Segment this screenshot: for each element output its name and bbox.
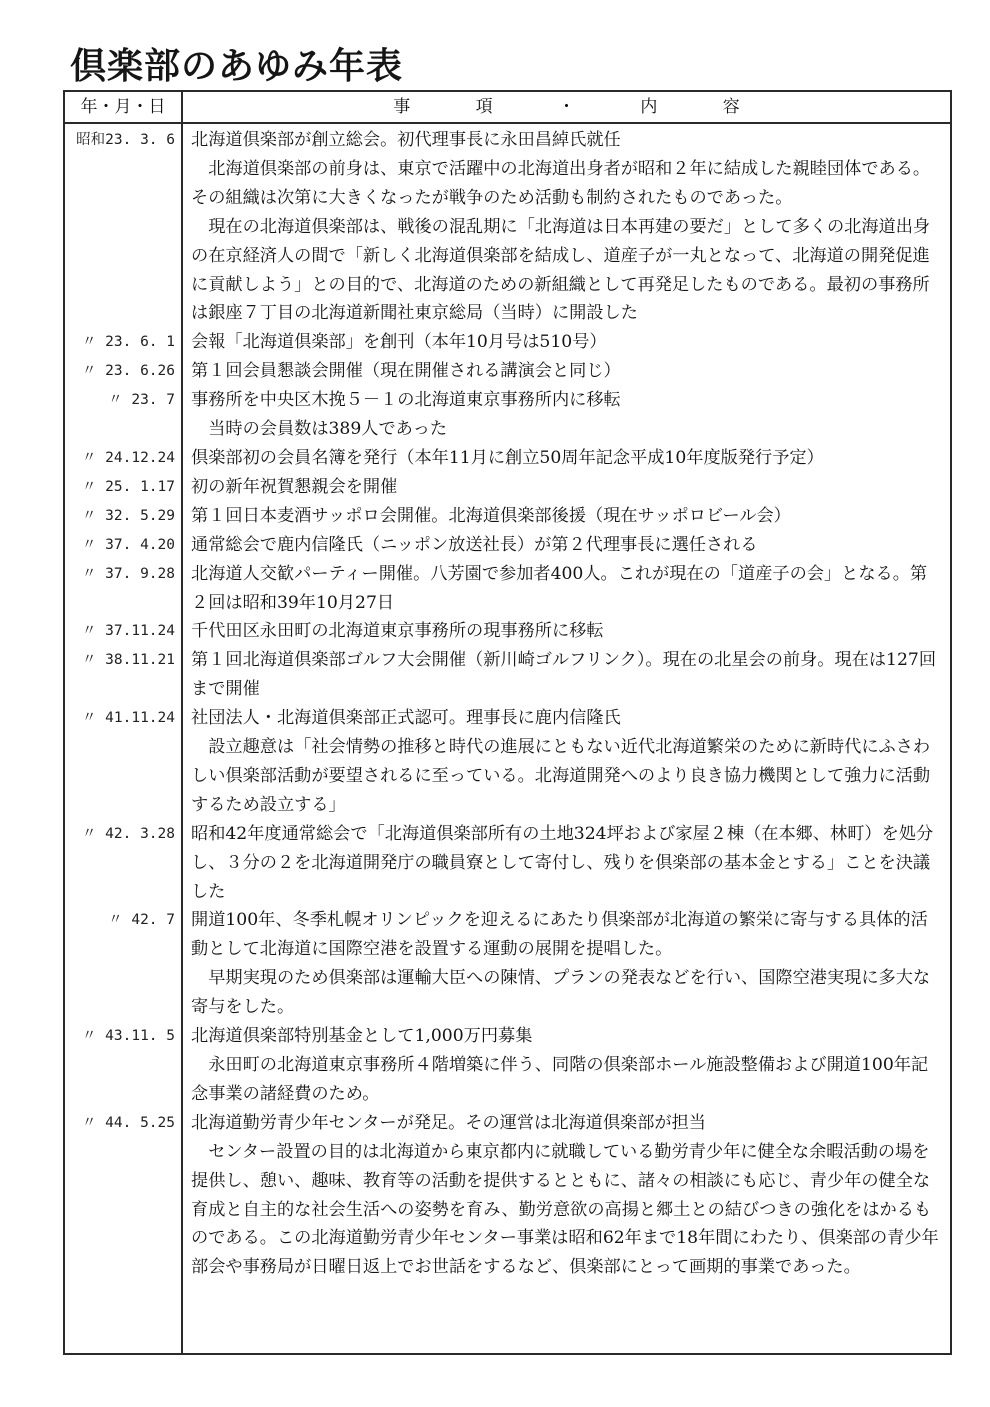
page-title: 倶楽部のあゆみ年表 [70,46,404,87]
entry-paragraph: 設立趣意は「社会情勢の推移と時代の進展にともない近代北海道繁栄のために新時代にふさわしい倶楽部活動が要望されるに至っている。北海道開発へのより良き協力機関として強力に活動するため設立する」 [191,737,931,815]
entry-content [191,328,939,357]
entry-date: 〃 41.11.24 [81,710,175,727]
entry-content [191,820,939,907]
timeline-entry [65,820,950,907]
entry-date: 〃 37. 4.20 [81,536,175,553]
entry-paragraph: 永田町の北海道東京事務所４階増築に伴う、同階の倶楽部ホール施設整備および開道100年記念事業の諸経費のため。 [191,1055,929,1104]
entry-headline: 社団法人・北海道倶楽部正式認可。理事長に鹿内信隆氏 [191,708,621,729]
entry-paragraph: 北海道倶楽部の前身は、東京で活躍中の北海道出身者が昭和２年に結成した親睦団体である。その組織は次第に大きくなったが戦争のため活動も制約されたものであった。 [191,158,931,208]
timeline-entry [65,444,950,473]
entry-date: 〃 43.11. 5 [81,1028,175,1045]
entry-headline: 会報「北海道倶楽部」を創刊（本年10月号は510号） [191,332,607,353]
entry-date: 〃 25. 1.17 [81,478,175,495]
entry-date: 〃 37. 9.28 [81,565,175,582]
entry-content [191,444,939,473]
entry-headline: 昭和42年度通常総会で「北海道倶楽部所有の土地324坪および家屋２棟（在本郷、林町）を処分し、３分の２を北海道開発庁の職員寮として寄付し、残りを倶楽部の基本金とする」ことを決議した [191,823,934,902]
header-date: 年・月・日 [80,97,166,117]
entry-content [191,502,939,531]
timeline-rows [65,126,950,1282]
entry-content [191,473,939,502]
timeline-entry [65,1022,950,1109]
entry-date: 〃 24.12.24 [81,449,175,466]
entry-headline: 初の新年祝賀懇親会を開催 [191,476,398,497]
entry-headline: 第１回会員懇談会開催（現在開催される講演会と同じ） [191,361,621,382]
entry-date: 〃 23. 6.26 [81,363,175,380]
entry-date: 〃 44. 5.25 [81,1114,175,1131]
timeline-entry [65,126,950,328]
timeline-entry [65,704,950,820]
timeline-entry [65,560,950,618]
table-header [65,92,950,124]
entry-headline: 開道100年、冬季札幌オリンピックを迎えるにあたり倶楽部が北海道の繁栄に寄与する具体的活動として北海道に国際空港を設置する運動の展開を提唱した。 [191,910,928,960]
timeline-entry [65,646,950,704]
entry-content [191,386,939,444]
entry-content [191,357,939,386]
timeline-entry [65,1109,950,1282]
timeline-table [63,90,952,1355]
entry-headline: 千代田区永田町の北海道東京事務所の現事務所に移転 [191,621,604,642]
timeline-entry [65,906,950,1022]
timeline-entry [65,386,950,444]
entry-paragraph: 当時の会員数は389人であった [208,419,448,440]
entry-date: 昭和23. 3. 6 [76,132,175,148]
entry-date: 〃 37.11.24 [81,623,175,640]
entry-headline: 事務所を中央区木挽５－１の北海道東京事務所内に移転 [191,390,621,411]
entry-content [191,560,939,618]
timeline-entry [65,328,950,357]
entry-content [191,704,939,820]
header-content: 事 項 ・ 内 容 [393,97,740,117]
entry-headline: 倶楽部初の会員名簿を発行（本年11月に創立50周年記念平成10年度版発行予定） [191,447,824,468]
entry-content [191,617,939,646]
timeline-entry [65,473,950,502]
timeline-entry [65,531,950,560]
timeline-entry [65,357,950,386]
entry-content [191,906,939,1022]
entry-content [191,531,939,560]
entry-date: 〃 42. 3.28 [81,825,175,842]
entry-paragraph: センター設置の目的は北海道から東京都内に就職している勤労青少年に健全な余暇活動の場を提供し、憩い、趣味、教育等の活動を提供するとともに、諸々の相談にも応じ、青少年の健全な育成と自主的な社会生活への姿勢を育み、勤労意欲の高揚と郷土との結びつきの強化をはかるものである。この北海道勤労青少年センター事業は昭和62年まで18年間にわたり、倶楽部の青少年部会や事務局が日曜日返上でお世話をするなど、倶楽部にとって画期的事業であった。 [191,1141,939,1278]
entry-headline: 北海道勤労青少年センターが発足。その運営は北海道倶楽部が担当 [191,1112,706,1133]
entry-content [191,126,939,328]
entry-date: 〃 32. 5.29 [81,507,175,524]
entry-paragraph: 現在の北海道倶楽部は、戦後の混乱期に「北海道は日本再建の要だ」として多くの北海道出身の在京経済人の間で「新しく北海道倶楽部を結成し、道産子が一丸となって、北海道の開発促進に貢献しよう」との目的で、北海道のための新組織として再発足したものである。最初の事務所は銀座７丁目の北海道新聞社東京総局（当時）に開設した [191,216,931,324]
entry-headline: 通常総会で鹿内信隆氏（ニッポン放送社長）が第２代理事長に選任される [191,534,758,555]
entry-content [191,1109,939,1282]
entry-date: 〃 38.11.21 [81,652,175,669]
entry-content [191,646,939,704]
entry-date: 〃 42. 7 [108,912,175,929]
entry-headline: 北海道人交歓パーティー開催。八芳園で参加者400人。これが現在の「道産子の会」となる。第２回は昭和39年10月27日 [191,563,928,613]
entry-date: 〃 23. 7 [108,392,175,409]
entry-headline: 第１回日本麦酒サッポロ会開催。北海道倶楽部後援（現在サッポロビール会） [191,505,791,526]
entry-date: 〃 23. 6. 1 [81,334,175,351]
entry-paragraph: 早期実現のため倶楽部は運輸大臣への陳情、プランの発表などを行い、国際空港実現に多大な寄与をした。 [191,968,931,1018]
entry-headline: 北海道倶楽部特別基金として1,000万円募集 [191,1026,533,1047]
entry-headline: 北海道倶楽部が創立総会。初代理事長に永田昌綽氏就任 [191,130,621,150]
timeline-entry [65,617,950,646]
entry-content [191,1022,939,1109]
timeline-entry [65,502,950,531]
entry-headline: 第１回北海道倶楽部ゴルフ大会開催（新川崎ゴルフリンク）。現在の北星会の前身。現在は127回まで開催 [191,650,937,700]
